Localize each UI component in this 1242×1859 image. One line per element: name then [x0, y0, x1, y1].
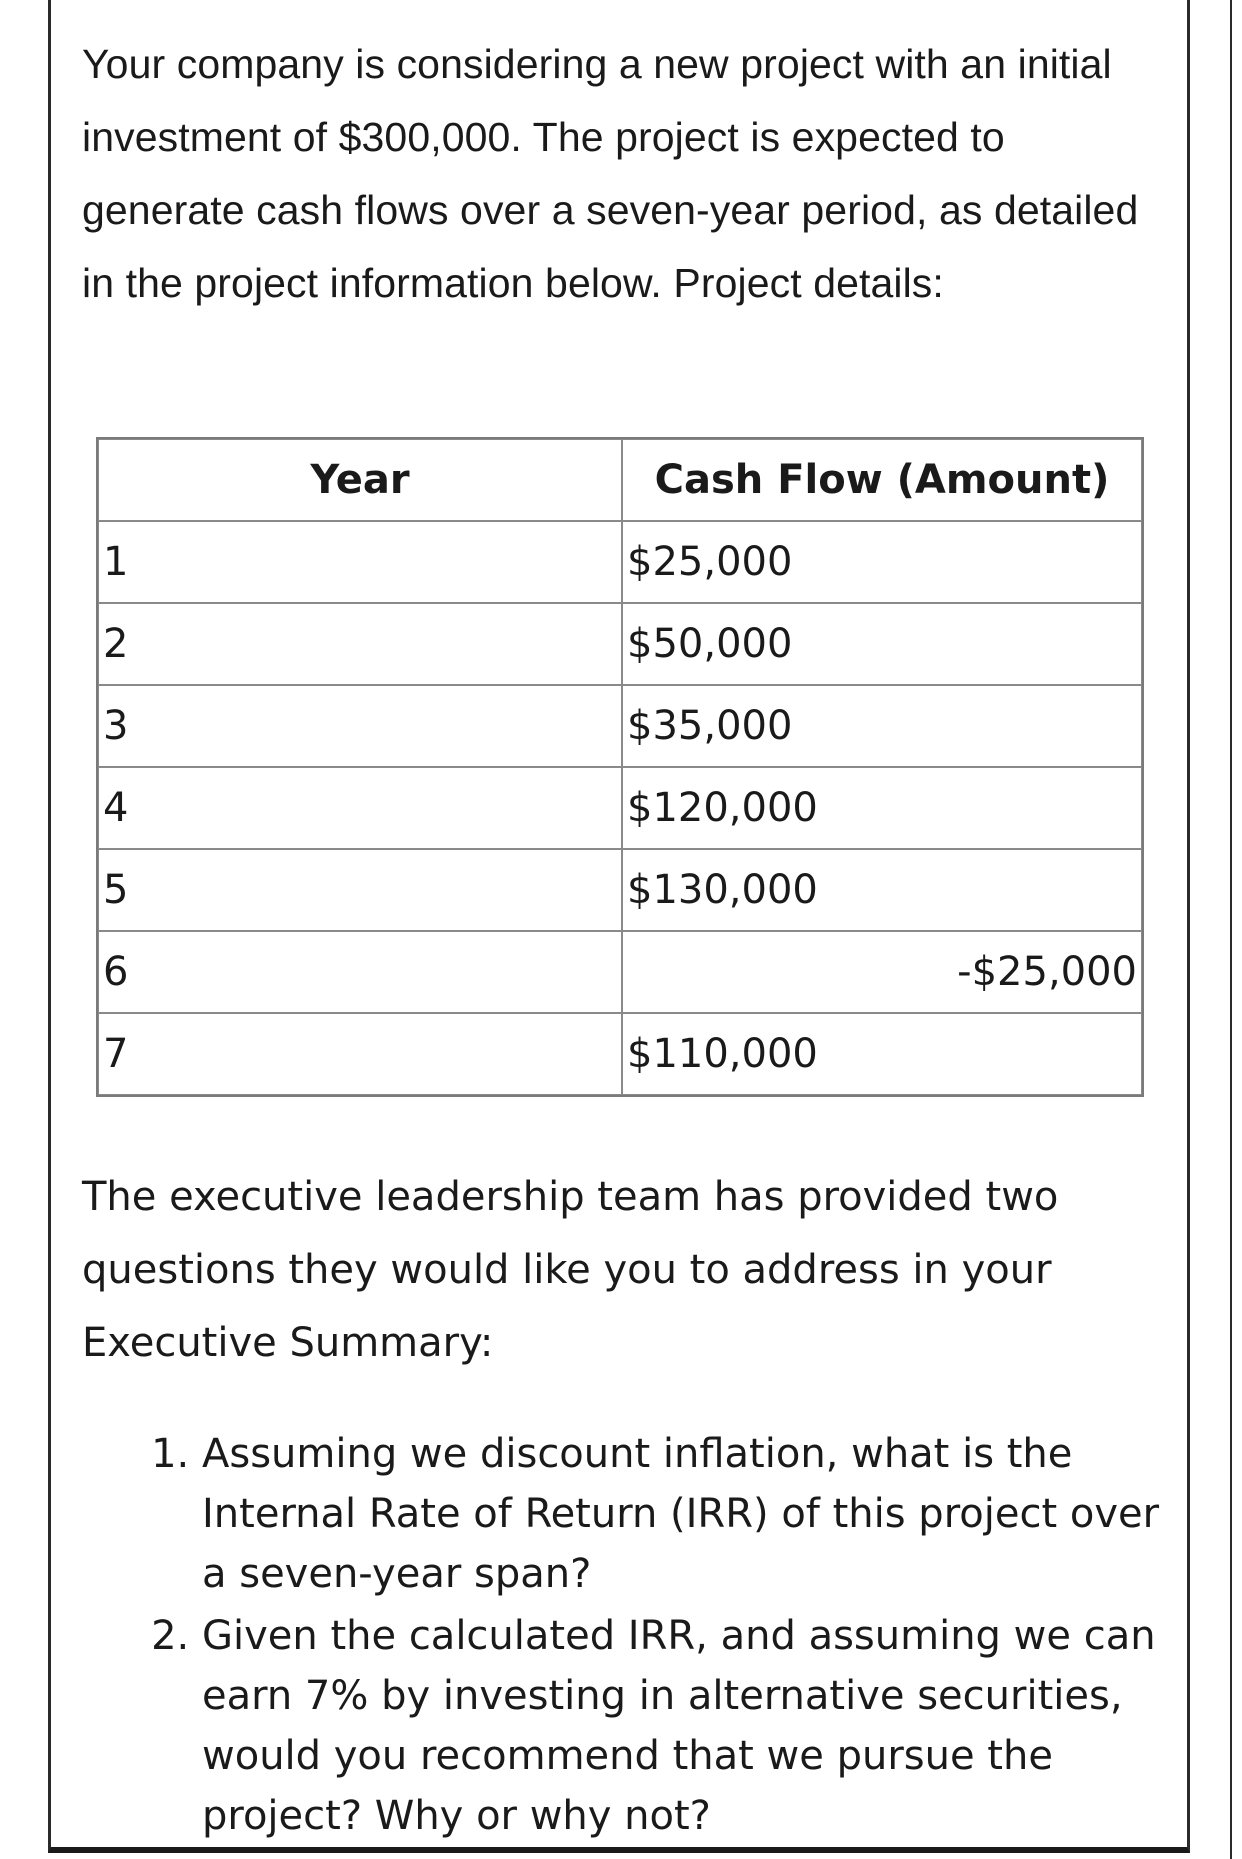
amount-cell: $110,000: [622, 1013, 1142, 1095]
question-item: 1. Assuming we discount inflation, what is the Internal Rate of Return (IRR) of this project over a seven-year span?: [202, 1424, 1182, 1604]
cash-flow-header: Cash Flow (Amount): [622, 439, 1142, 521]
cash-flow-table: [96, 437, 1144, 1097]
table-row: [98, 521, 1142, 603]
year-cell: 7: [98, 1013, 622, 1095]
amount-cell: $120,000: [622, 767, 1142, 849]
table-header-row: [98, 439, 1142, 521]
question-item: 2. Given the calculated IRR, and assuming we can earn 7% by investing in alternative securities, would you recommend that we pursue the project? Why or why not?: [202, 1606, 1182, 1846]
intro-paragraph: Your company is considering a new project with an initial investment of $300,000. The project is expected to generate cash flows over a seven-year period, as detailed in the project information below. Project details:: [82, 41, 1139, 306]
table-row: [98, 603, 1142, 685]
amount-cell: $130,000: [622, 849, 1142, 931]
table-row: [98, 849, 1142, 931]
amount-cell: $25,000: [622, 521, 1142, 603]
year-cell: 1: [98, 521, 622, 603]
questions-list: [140, 1424, 1182, 1848]
year-cell: 6: [98, 931, 622, 1013]
page-edge-line: [1230, 0, 1232, 1859]
table-row: [98, 1013, 1142, 1095]
year-header: Year: [98, 439, 622, 521]
leadership-paragraph: The executive leadership team has provided two questions they would like you to address in your Executive Summary:: [82, 1174, 1059, 1366]
table-row: [98, 931, 1142, 1013]
year-cell: 2: [98, 603, 622, 685]
amount-cell: $50,000: [622, 603, 1142, 685]
year-cell: 4: [98, 767, 622, 849]
year-cell: 3: [98, 685, 622, 767]
amount-cell: -$25,000: [622, 931, 1142, 1013]
year-cell: 5: [98, 849, 622, 931]
table-row: [98, 767, 1142, 849]
amount-cell: $35,000: [622, 685, 1142, 767]
table-row: [98, 685, 1142, 767]
